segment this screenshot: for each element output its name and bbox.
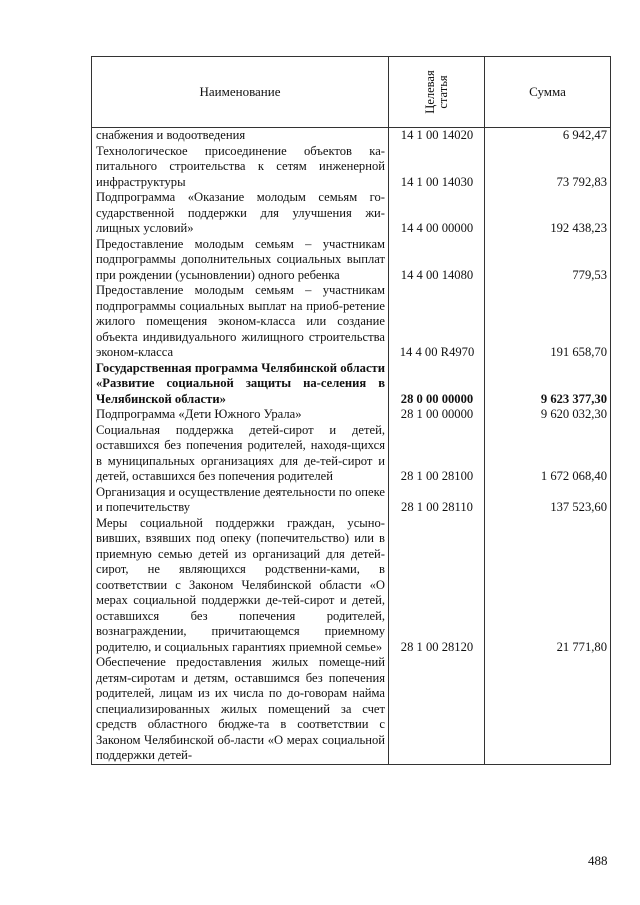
row-code-cell: 14 4 00 14080 <box>389 237 485 284</box>
header-sum <box>485 57 611 128</box>
header-name <box>92 57 389 128</box>
row-sum-cell: 1 672 068,40 <box>485 423 611 485</box>
header-name-label: Наименование <box>199 83 281 99</box>
row-sum-cell: 9 623 377,30 <box>485 361 611 408</box>
row-sum-cell: 73 792,83 <box>485 144 611 191</box>
row-code-cell: 14 4 00 00000 <box>389 190 485 237</box>
row-code-cell <box>389 655 485 764</box>
table-row <box>92 237 611 284</box>
table-row <box>92 407 611 423</box>
table-row <box>92 361 611 408</box>
row-sum-cell: 6 942,47 <box>485 128 611 144</box>
table-row <box>92 655 611 764</box>
row-name-cell: Подпрограмма «Дети Южного Урала» <box>92 407 389 423</box>
row-code-cell: 14 1 00 14020 <box>389 128 485 144</box>
header-sum-label: Сумма <box>529 83 566 99</box>
row-code-cell: 14 4 00 R4970 <box>389 283 485 361</box>
row-code-cell: 28 1 00 00000 <box>389 407 485 423</box>
table-row <box>92 423 611 485</box>
table-row <box>92 485 611 516</box>
row-sum-cell: 191 658,70 <box>485 283 611 361</box>
row-name-cell: Меры социальной поддержки граждан, усыно-вивших, взявших под опеку (попечительство) или в приемную семью детей из организаций для детей-сирот, не являющихся родственни-ками, в соответствии с Законом Челябинской области «О мерах социальной поддержки де-тей-сирот и детей, оставшихся без попечения родителей, вознаграждении, причитающемся приемному родителю, и социальных гарантиях приемной семье» <box>92 516 389 656</box>
row-sum-cell: 9 620 032,30 <box>485 407 611 423</box>
table-row <box>92 516 611 656</box>
header-code-label: Целевая статья <box>422 70 450 114</box>
row-sum-cell <box>485 655 611 764</box>
row-name-cell: Технологическое присоединение объектов ка-питального строительства к сетям инженерной инфраструктуры <box>92 144 389 191</box>
row-sum-cell: 21 771,80 <box>485 516 611 656</box>
row-sum-cell: 192 438,23 <box>485 190 611 237</box>
table-row <box>92 128 611 144</box>
budget-table <box>91 56 611 765</box>
table-row <box>92 144 611 191</box>
row-code-cell: 28 1 00 28100 <box>389 423 485 485</box>
row-name-cell: Социальная поддержка детей-сирот и детей, оставшихся без попечения родителей, находя-щихся в муниципальных организациях для де-тей-сирот и детей, оставшихся без попечения родителей <box>92 423 389 485</box>
row-sum-cell: 137 523,60 <box>485 485 611 516</box>
row-name-cell: Подпрограмма «Оказание молодым семьям го-сударственной поддержки для улучшения жи-лищных условий» <box>92 190 389 237</box>
table-header-row <box>92 57 611 128</box>
row-code-cell: 28 1 00 28120 <box>389 516 485 656</box>
row-name-cell: Предоставление молодым семьям – участникам подпрограммы социальных выплат на приоб-ретение жилого помещения эконом-класса или создание объекта индивидуального жилищного строительства эконом-класса <box>92 283 389 361</box>
header-code <box>389 57 485 128</box>
row-name-cell: Предоставление молодым семьям – участникам подпрограммы дополнительных социальных выплат при рождении (усыновлении) одного ребенка <box>92 237 389 284</box>
table-row <box>92 283 611 361</box>
row-name-cell: Организация и осуществление деятельности по опеке и попечительству <box>92 485 389 516</box>
page-number: 488 <box>588 853 608 868</box>
row-name-cell: снабжения и водоотведения <box>92 128 389 144</box>
row-code-cell: 28 1 00 28110 <box>389 485 485 516</box>
row-name-cell: Обеспечение предоставления жилых помеще-ний детям-сиротам и детям, оставшимся без попечения родителей, лицам из их числа по до-говорам найма специализированных жилых помещений за счет средств областного бюдже-та в соответствии с Законом Челябинской об-ласти «О мерах социальной поддержки детей- <box>92 655 389 764</box>
row-code-cell: 14 1 00 14030 <box>389 144 485 191</box>
table-row <box>92 190 611 237</box>
row-name-cell: Государственная программа Челябинской области «Развитие социальной защиты на-селения в Челябинской области» <box>92 361 389 408</box>
row-sum-cell: 779,53 <box>485 237 611 284</box>
row-code-cell: 28 0 00 00000 <box>389 361 485 408</box>
